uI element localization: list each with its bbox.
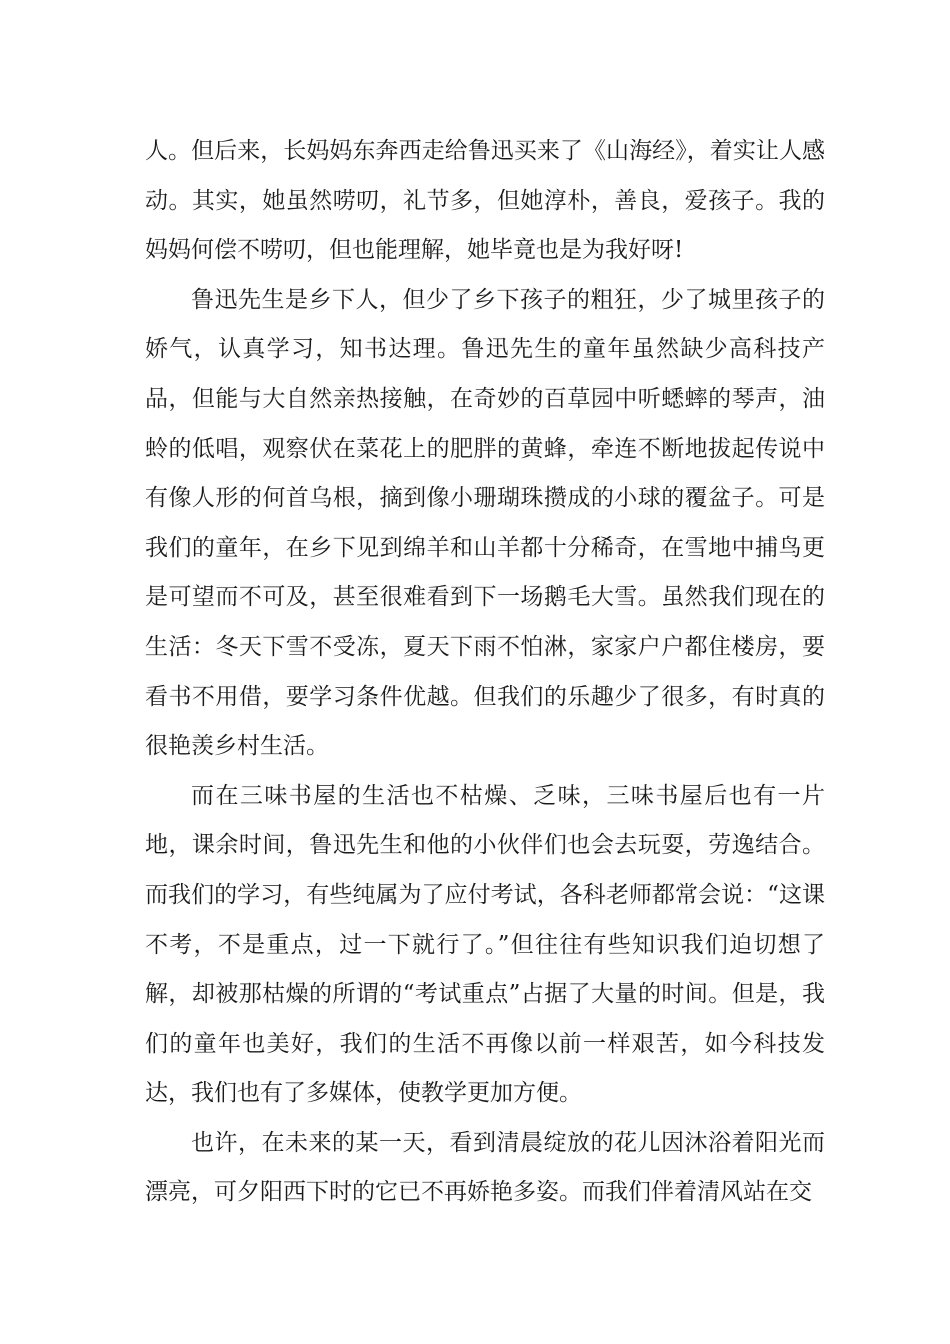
paragraph-3: 而在三味书屋的生活也不枯燥、乏味，三味书屋后也有一片地，课余时间，鲁迅先生和他的小伙伴们也会去玩耍，劳逸结合。而我们的学习，有些纯属为了应付考试，各科老师都常会说：“这课不考，不是重点，过一下就行了。”但往往有些知识我们迫切想了解，却被那枯燥的所谓的“考试重点”占据了大量的时间。但是，我们的童年也美好，我们的生活不再像以前一样艰苦，如今科技发达，我们也有了多媒体，使教学更加方便。	[145, 782, 825, 1107]
body-text	[145, 127, 825, 1218]
paragraph-4: 也许，在未来的某一天，看到清晨绽放的花儿因沐浴着阳光而漂亮，可夕阳西下时的它已不再娇艳多姿。而我们伴着清风站在交	[145, 1129, 825, 1206]
paragraph-1: 人。但后来，长妈妈东奔西走给鲁迅买来了《山海经》，着实让人感动。其实，她虽然唠叨，礼节多，但她淳朴，善良，爱孩子。我的妈妈何偿不唠叨，但也能理解，她毕竟也是为我好呀!	[145, 138, 825, 264]
paragraph-2: 鲁迅先生是乡下人，但少了乡下孩子的粗狂，少了城里孩子的娇气，认真学习，知书达理。鲁迅先生的童年虽然缺少高科技产品，但能与大自然亲热接触，在奇妙的百草园中听蟋蟀的琴声，油蛉的低唱，观察伏在菜花上的肥胖的黄蜂，牵连不断地拔起传说中有像人形的何首乌根，摘到像小珊瑚珠攒成的小球的覆盆子。可是我们的童年，在乡下见到绵羊和山羊都十分稀奇，在雪地中捕鸟更是可望而不可及，甚至很难看到下一场鹅毛大雪。虽然我们现在的生活：冬天下雪不受冻，夏天下雨不怕淋，家家户户都住楼房，要看书不用借，要学习条件优越。但我们的乐趣少了很多，有时真的很艳羡乡村生活。	[145, 286, 825, 760]
